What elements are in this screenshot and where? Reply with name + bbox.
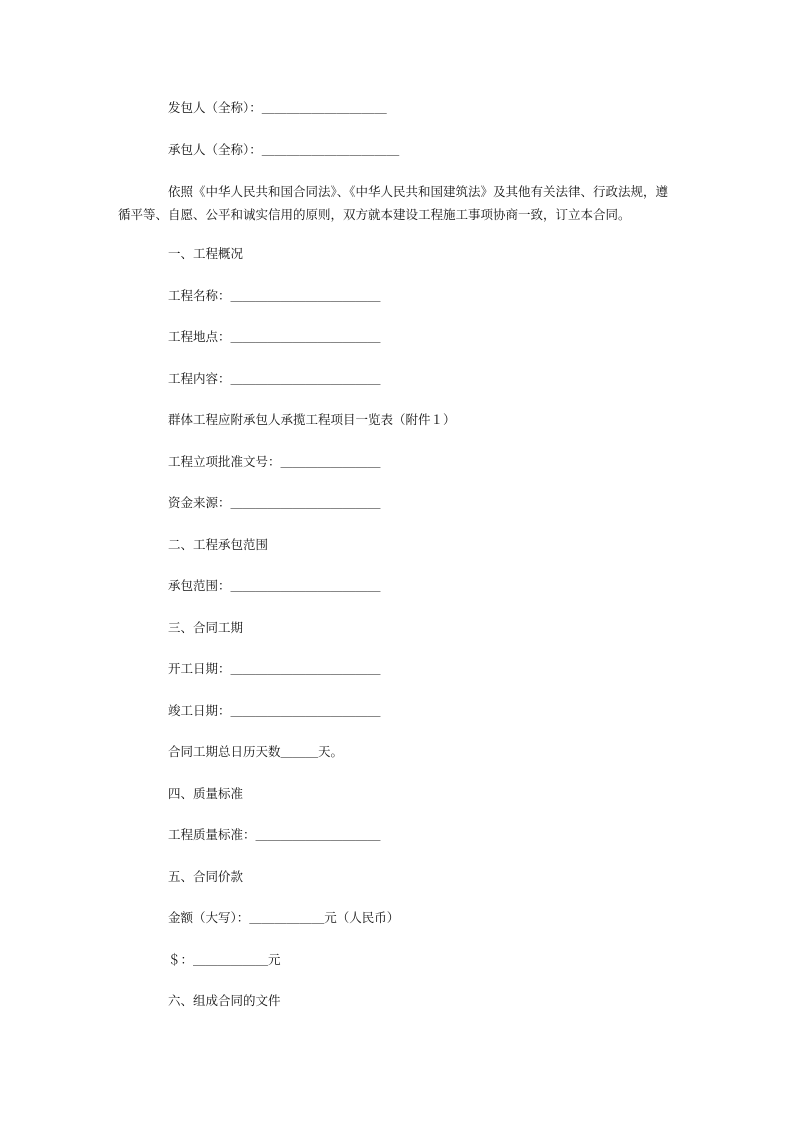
contract-scope-line: 承包范围：＿＿＿＿＿＿＿＿＿＿＿＿ bbox=[168, 578, 381, 593]
contractor-full-name-line: 承包人（全称）：＿＿＿＿＿＿＿＿＿＿＿ bbox=[168, 142, 400, 157]
start-date-line: 开工日期：＿＿＿＿＿＿＿＿＿＿＿＿ bbox=[168, 661, 381, 676]
total-calendar-days-line: 合同工期总日历天数＿＿＿天。 bbox=[168, 744, 344, 759]
group-project-note-line: 群体工程应附承包人承揽工程项目一览表（附件１） bbox=[168, 412, 456, 427]
amount-in-words-line: 金额（大写）：＿＿＿＿＿＿元（人民币） bbox=[168, 910, 400, 925]
approval-number-line: 工程立项批准文号：＿＿＿＿＿＿＿＿ bbox=[168, 454, 381, 469]
section-1-heading: 一、工程概况 bbox=[168, 246, 244, 261]
completion-date-line: 竣工日期：＿＿＿＿＿＿＿＿＿＿＿＿ bbox=[168, 703, 381, 718]
section-4-heading: 四、质量标准 bbox=[168, 786, 244, 801]
project-content-line: 工程内容：＿＿＿＿＿＿＿＿＿＿＿＿ bbox=[168, 371, 381, 386]
preamble-paragraph: 依照《中华人民共和国合同法》、《中华人民共和国建筑法》及其他有关法律、行政法规，遵循平等、自愿、公平和诚实信用的原则，双方就本建设工程施工事项协商一致，订立本合同。 bbox=[118, 184, 669, 222]
project-name-line: 工程名称：＿＿＿＿＿＿＿＿＿＿＿＿ bbox=[168, 288, 381, 303]
section-6-heading: 六、组成合同的文件 bbox=[168, 993, 281, 1008]
section-2-heading: 二、工程承包范围 bbox=[168, 537, 269, 552]
section-5-heading: 五、合同价款 bbox=[168, 869, 244, 884]
employer-full-name-line: 发包人（全称）：＿＿＿＿＿＿＿＿＿＿ bbox=[168, 100, 387, 115]
quality-standard-line: 工程质量标准：＿＿＿＿＿＿＿＿＿＿ bbox=[168, 827, 381, 842]
project-location-line: 工程地点：＿＿＿＿＿＿＿＿＿＿＿＿ bbox=[168, 329, 381, 344]
section-3-heading: 三、合同工期 bbox=[168, 620, 244, 635]
amount-in-figures-line: ＄：＿＿＿＿＿＿元 bbox=[168, 952, 281, 967]
funding-source-line: 资金来源：＿＿＿＿＿＿＿＿＿＿＿＿ bbox=[168, 495, 381, 510]
